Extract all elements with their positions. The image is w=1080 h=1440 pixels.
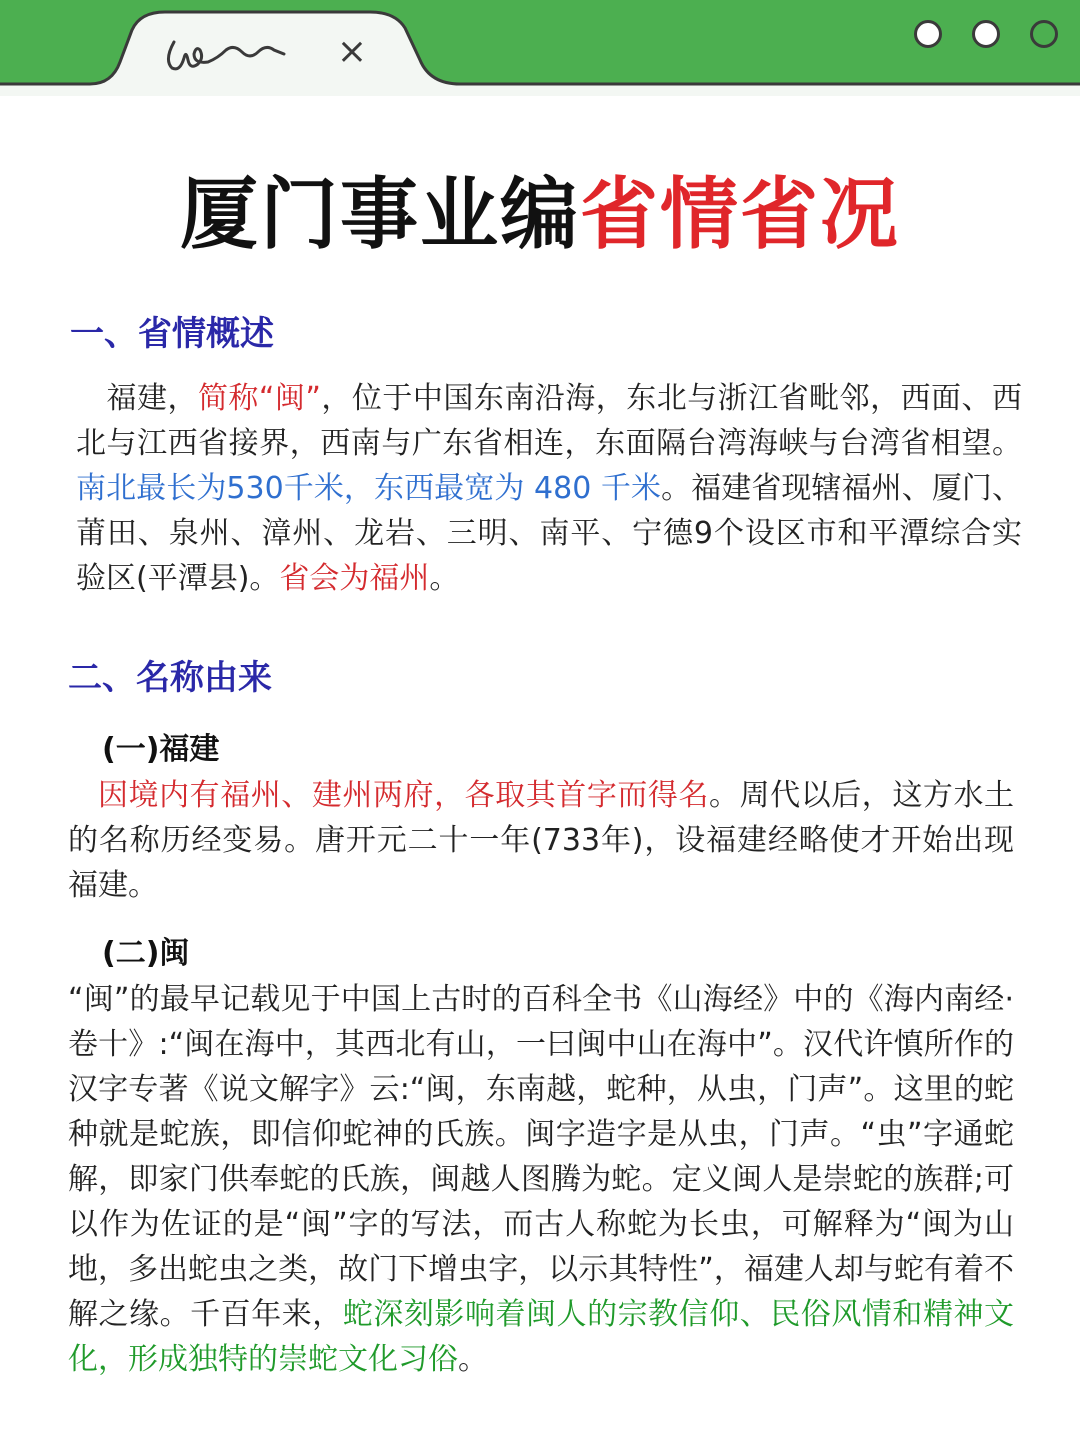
min-text-end: 。 — [458, 1342, 488, 1377]
overview-text-size: 南北最长为530千米，东西最宽为 480 千米 — [76, 471, 662, 506]
min-text-main: “闽”的最早记载见于中国上古时的百科全书《山海经》中的《海内南经·卷十》:“闽在海中，其西北有山，一曰闽中山在海中”。汉代许慎所作的汉字专著《说文解字》云:“闽，东南越，蛇种，从虫，门声”。这里的蛇种就是蛇族，即信仰蛇神的氏族。闽字造字是从虫，门声。“虫”字通蛇解，即家门供奉蛇的氏族，闽越人图腾为蛇。定义闽人是崇蛇的族群;可以作为佐证的是“闽”字的写法，而古人称蛇为长虫，可解释为“闽为山地，多出蛇虫之类，故门下增虫字，以示其特性”，福建人却与蛇有着不解之缘。千百年来， — [68, 982, 1014, 1332]
overview-text-a: 福建， — [76, 381, 198, 416]
overview-text-e: 。福建省现辖福州、厦门、莆田、泉州、漳州、龙岩、三明、南平、宁德9个设区市和平潭综合实验区(平潭县)。 — [76, 471, 1023, 596]
overview-text-abbrev: 简称“闽” — [197, 381, 321, 416]
window-dot-3[interactable] — [1030, 20, 1058, 48]
handwriting-squiggle-icon[interactable] — [160, 30, 300, 76]
overview-text-c: ，位于中国东南沿海，东北与浙江省毗邻，西面、西北与江西省接界，西南与广东省相连，东面隔台湾海峡与台湾省相望。 — [76, 381, 1023, 461]
fujian-text-highlight: 因境内有福州、建州两府，各取其首字而得名 — [98, 778, 710, 813]
fujian-text-rest: 。周代以后，这方水土的名称历经变易。唐开元二十一年(733年)，设福建经略使才开始出现福建。 — [68, 778, 1015, 903]
min-paragraph — [68, 977, 1014, 1382]
page-title-black: 厦门事业编 — [179, 170, 580, 260]
window-dot-2[interactable] — [972, 20, 1000, 48]
window-top-bar — [0, 0, 1080, 96]
min-text-highlight: 蛇深刻影响着闽人的宗教信仰、民俗风情和精神文化，形成独特的崇蛇文化习俗 — [68, 1297, 1015, 1377]
overview-paragraph — [76, 376, 1022, 601]
window-dot-1[interactable] — [914, 20, 942, 48]
fujian-paragraph — [68, 773, 1014, 908]
overview-text-capital: 省会为福州 — [279, 561, 430, 596]
section-heading-overview: 一、省情概述 — [70, 314, 274, 354]
page-title — [0, 165, 1080, 265]
overview-text-g: 。 — [429, 561, 460, 596]
page-title-red: 省情省况 — [580, 170, 901, 260]
subheading-fujian: (一)福建 — [102, 732, 220, 767]
subheading-min: (二)闽 — [102, 936, 190, 971]
section-heading-origin: 二、名称由来 — [68, 658, 272, 698]
close-icon[interactable]: × — [336, 31, 368, 72]
